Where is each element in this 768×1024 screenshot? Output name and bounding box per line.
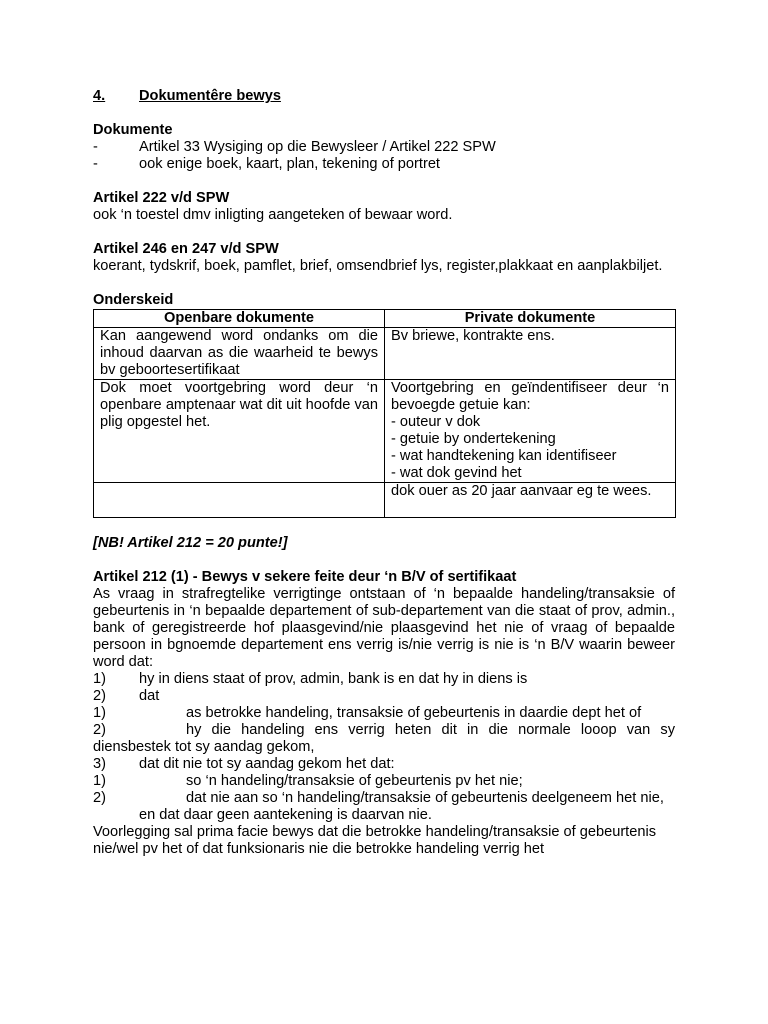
table-row <box>94 483 676 518</box>
list-item: - ook enige boek, kaart, plan, tekening of portret <box>93 156 440 172</box>
section-title-text: Dokumentêre bewys <box>139 88 281 104</box>
column-header-openbare: Openbare dokumente <box>94 310 385 328</box>
column-header-private: Private dokumente <box>385 310 676 328</box>
document-page <box>93 88 675 858</box>
table-cell: Voortgebring en geïndentifiseer deur ‘n bevoegde getuie kan: - outeur v dok - getuie by ondertekening - wat handtekening kan identifiseer - wat dok gevind het <box>385 380 676 483</box>
list-item: - Artikel 33 Wysiging op die Bewysleer / Artikel 222 SPW <box>93 139 496 155</box>
artikel-222-heading: Artikel 222 v/d SPW <box>93 190 230 206</box>
list-item: 1) hy in diens staat of prov, admin, bank is en dat hy in diens is <box>93 671 528 687</box>
list-item-hanging: 2) hy die handeling ens verrig heten dit in die normale looop van sy diensbestek tot sy aandag gekom, <box>93 722 675 755</box>
list-item: 1) so ‘n handeling/transaksie of gebeurtenis pv het nie; <box>93 773 523 789</box>
artikel-212-heading: Artikel 212 (1) - Bewys v sekere feite deur ‘n B/V of sertifikaat <box>93 569 517 585</box>
table-header-row <box>94 310 676 328</box>
list-item-hanging: 2) dat nie aan so ‘n handeling/transaksie of gebeurtenis deelgeneem het nie, <box>93 790 664 806</box>
section-title <box>93 88 675 105</box>
table-cell: Kan aangewend word ondanks om die inhoud daarvan as die waarheid te bewys bv geboortesertifikaat <box>94 328 385 380</box>
table-cell: Dok moet voortgebring word deur ‘n openbare amptenaar wat dit uit hoofde van plig opgestel het. <box>94 380 385 483</box>
table-cell: dok ouer as 20 jaar aanvaar eg te wees. <box>385 483 676 518</box>
artikel-222-text: ook ‘n toestel dmv inligting aangeteken of bewaar word. <box>93 207 453 223</box>
table-cell: Bv briewe, kontrakte ens. <box>385 328 676 380</box>
dokumente-heading: Dokumente <box>93 122 173 138</box>
onderskeid-table <box>93 309 676 518</box>
table-cell <box>94 483 385 518</box>
table-row <box>94 328 676 380</box>
artikel-246-text: koerant, tydskrif, boek, pamflet, brief, omsendbrief lys, register,plakkaat en aanplakbiljet. <box>93 258 663 274</box>
list-item: 2) dat <box>93 688 160 704</box>
onderskeid-heading: Onderskeid <box>93 292 174 308</box>
table-row <box>94 380 676 483</box>
closing-line: en dat daar geen aantekening is daarvan nie. <box>139 807 432 823</box>
artikel-212-intro: As vraag in strafregtelike verrigtinge ontstaan of ‘n bepaalde handeling/transaksie of gebeurtenis in ‘n bepaalde departement of sub-departement van die staat of prov, admin., bank of geregistreerde hof plaasgevind/nie plaasgevind het nie of vraag of bepaalde persoon in bgnoemde departement ens verrig is/nie verrig is nie is ‘n B/V waarin beweer word dat: <box>93 586 675 670</box>
artikel-246-heading: Artikel 246 en 247 v/d SPW <box>93 241 279 257</box>
final-paragraph: Voorlegging sal prima facie bewys dat die betrokke handeling/transaksie of gebeurtenis nie/wel pv het of dat funksionaris nie die betrokke handeling verrig het <box>93 824 657 857</box>
list-item: 3) dat dit nie tot sy aandag gekom het dat: <box>93 756 395 772</box>
list-item: 1) as betrokke handeling, transaksie of gebeurtenis in daardie dept het of <box>93 705 642 721</box>
section-number: 4. <box>93 88 106 104</box>
nb-note: [NB! Artikel 212 = 20 punte!] <box>93 535 288 551</box>
